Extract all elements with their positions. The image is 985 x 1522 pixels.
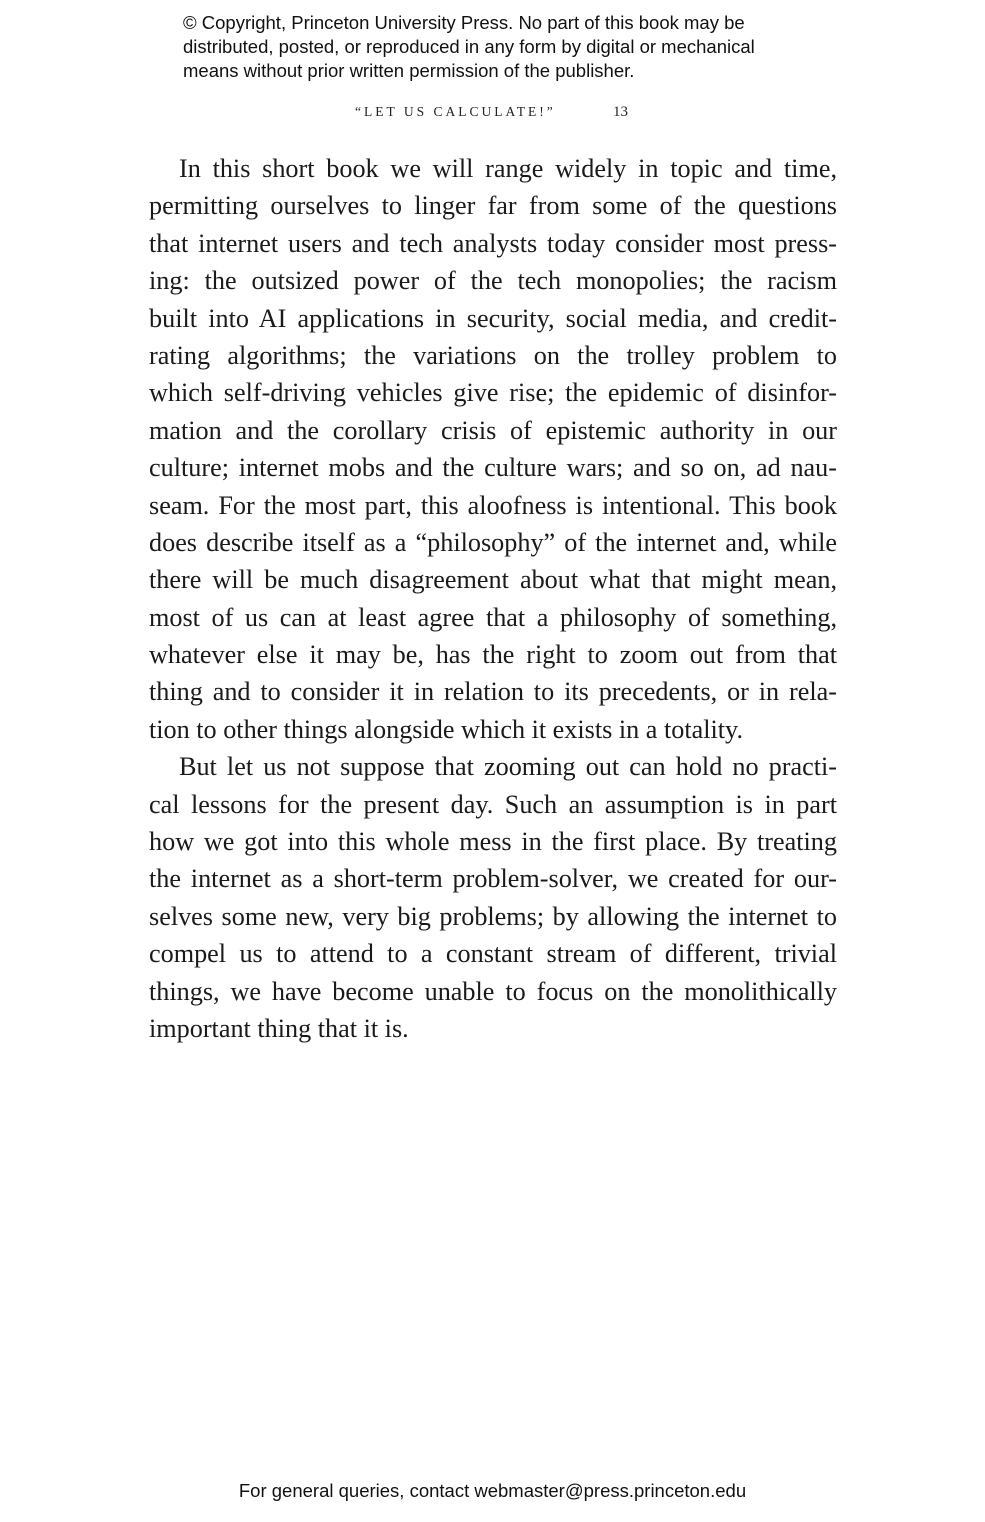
text-line: rating algorithms; the variations on the trolley problem to bbox=[149, 340, 837, 370]
text-line: that internet users and tech analysts today consider most press- bbox=[149, 228, 837, 258]
paragraph bbox=[149, 150, 837, 748]
copyright-line: © Copyright, Princeton University Press. No part of this book may be bbox=[183, 12, 745, 33]
footer-contact: For general queries, contact webmaster@press.princeton.edu bbox=[238, 1480, 747, 1501]
text-line: ing: the outsized power of the tech monopolies; the racism bbox=[149, 266, 837, 296]
text-line: compel us to attend to a constant stream of different, trivial bbox=[149, 939, 837, 969]
text-line: permitting ourselves to linger far from some of the questions bbox=[149, 191, 837, 221]
text-line: selves some new, very big problems; by allowing the internet to bbox=[149, 901, 837, 931]
text-line: In this short book we will range widely in topic and time, bbox=[179, 154, 837, 183]
text-line: there will be much disagreement about what that might mean, bbox=[149, 565, 837, 595]
copyright-line: means without prior written permission of the publisher. bbox=[183, 60, 635, 81]
page-number: 13 bbox=[613, 104, 628, 120]
copyright-line: distributed, posted, or reproduced in any form by digital or mechanical bbox=[183, 36, 755, 57]
running-head-title: “LET US CALCULATE!” bbox=[355, 104, 556, 119]
text-line: things, we have become unable to focus on the monolithically bbox=[149, 976, 837, 1006]
text-line: which self-driving vehicles give rise; the epidemic of disinfor- bbox=[149, 378, 837, 408]
body-text bbox=[149, 150, 837, 1047]
text-line: does describe itself as a “philosophy” of the internet and, while bbox=[149, 527, 837, 557]
text-line: mation and the corollary crisis of epistemic authority in our bbox=[149, 415, 837, 445]
text-line: the internet as a short-term problem-solver, we created for our- bbox=[149, 864, 837, 894]
text-line: culture; internet mobs and the culture wars; and so on, ad nau- bbox=[149, 453, 837, 483]
text-line: But let us not suppose that zooming out can hold no practi- bbox=[179, 752, 837, 782]
text-line: thing and to consider it in relation to its precedents, or in rela- bbox=[149, 677, 837, 707]
text-line: built into AI applications in security, social media, and credit- bbox=[149, 303, 837, 333]
text-line: most of us can at least agree that a philosophy of something, bbox=[149, 602, 837, 632]
text-line: how we got into this whole mess in the first place. By treating bbox=[149, 827, 837, 857]
text-line: important thing that it is. bbox=[149, 1013, 409, 1043]
text-line: cal lessons for the present day. Such an assumption is in part bbox=[149, 789, 837, 819]
text-line: seam. For the most part, this aloofness is intentional. This book bbox=[149, 490, 837, 520]
paragraph bbox=[149, 748, 837, 1047]
copyright-notice bbox=[183, 11, 843, 83]
text-line: tion to other things alongside which it exists in a totality. bbox=[149, 714, 744, 744]
text-line: whatever else it may be, has the right to zoom out from that bbox=[149, 640, 837, 670]
